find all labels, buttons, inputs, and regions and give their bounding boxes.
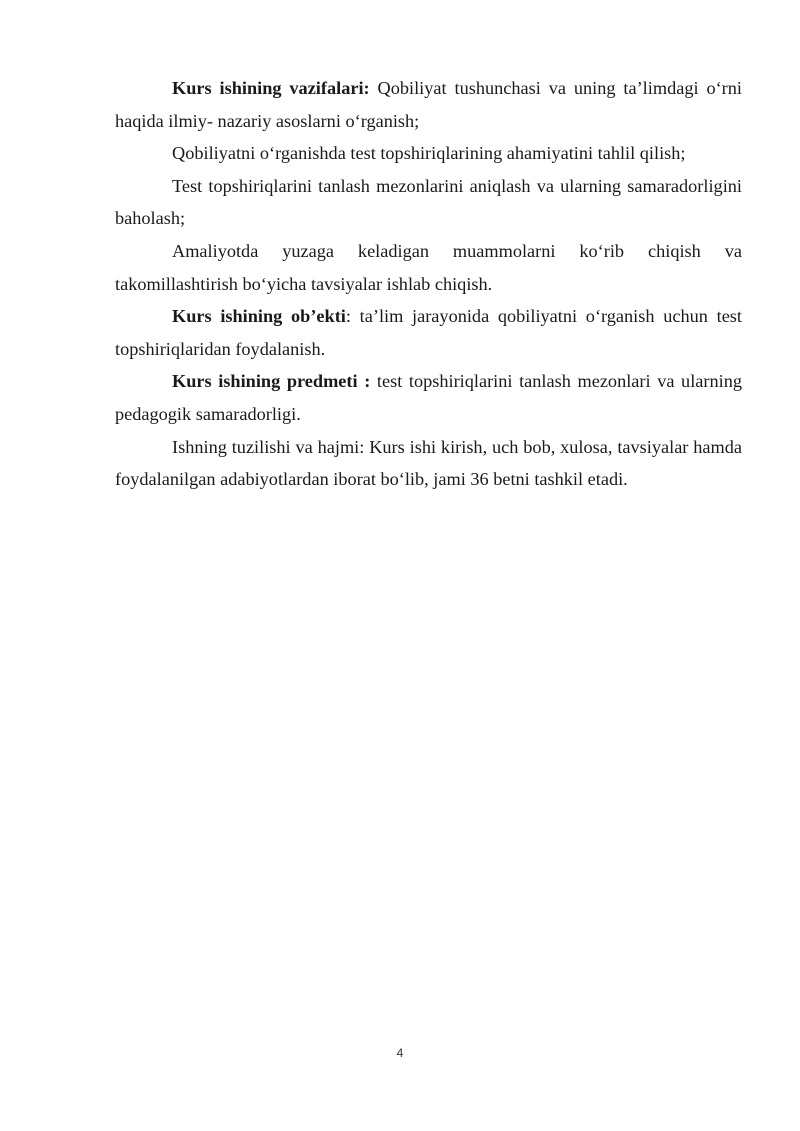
paragraph-text: Ishning tuzilishi va hajmi: Kurs ishi kirish, uch bob, xulosa, tavsiyalar hamda foydalanilgan adabiyotlardan iborat bo‘lib, jami 36 betni tashkil etadi. bbox=[115, 436, 742, 490]
paragraph-text: : ta’lim jarayonida qobiliyatni o‘rganish uchun test topshiriqlaridan foydalanish. bbox=[115, 306, 742, 359]
paragraph-text: Qobiliyatni o‘rganishda test topshiriqlarining ahamiyatini tahlil qilish; bbox=[172, 143, 686, 164]
paragraph-task-2 bbox=[115, 137, 742, 170]
paragraph-subject bbox=[115, 365, 742, 430]
paragraph-text: Qobiliyat tushunchasi va uning ta’limdagi o‘rni haqida ilmiy- nazariy asoslarni o‘rganish; bbox=[115, 78, 742, 131]
paragraph-task-4 bbox=[115, 235, 742, 300]
page-number: 4 bbox=[396, 1046, 404, 1060]
paragraph-heading: Kurs ishining predmeti : bbox=[172, 371, 371, 392]
paragraph-heading: Kurs ishining vazifalari: bbox=[172, 78, 370, 98]
document-body bbox=[115, 72, 742, 496]
paragraph-task-3 bbox=[115, 170, 742, 235]
paragraph-text: Amaliyotda yuzaga keladigan muammolarni ko‘rib chiqish va takomillashtirish bo‘yicha tavsiyalar ishlab chiqish. bbox=[115, 240, 742, 294]
paragraph-text: test topshiriqlarini tanlash mezonlari va ularning pedagogik samaradorligi. bbox=[115, 371, 742, 424]
paragraph-tasks bbox=[115, 72, 742, 137]
paragraph-text: Test topshiriqlarini tanlash mezonlarini aniqlash va ularning samaradorligini baholash; bbox=[115, 175, 742, 229]
paragraph-object bbox=[115, 300, 742, 365]
paragraph-structure bbox=[115, 431, 742, 496]
paragraph-heading: Kurs ishining ob’ekti bbox=[172, 306, 346, 327]
